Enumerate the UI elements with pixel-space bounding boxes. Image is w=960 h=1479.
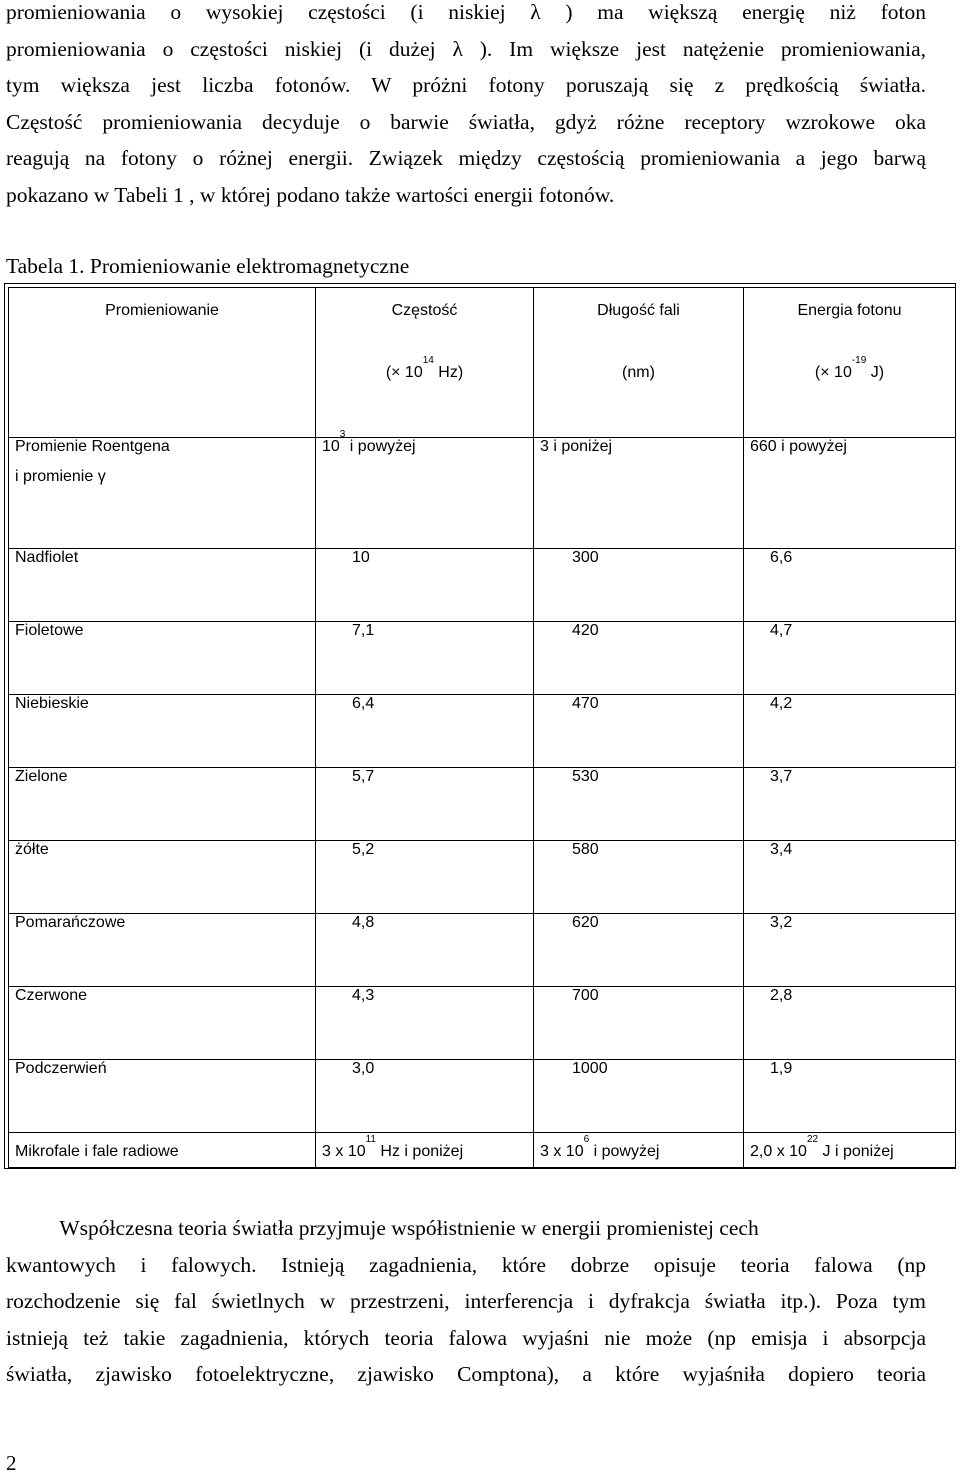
cell-energy: 4,7: [744, 622, 956, 695]
cell-energy: 3,4: [744, 841, 956, 914]
cell-energy: 6,6: [744, 549, 956, 622]
cell-text: 3 x 10: [322, 1143, 366, 1160]
header-radiation: Promieniowanie: [105, 302, 219, 319]
cell-wavelength: 1000: [534, 1060, 744, 1133]
header-cell: [534, 288, 744, 438]
cell-frequency: 7,1: [316, 622, 534, 695]
cell-exponent: 3: [339, 429, 346, 440]
cell-energy: 4,2: [744, 695, 956, 768]
table-row: [9, 914, 956, 987]
cell-frequency: 3,0: [316, 1060, 534, 1133]
unit-exponent: 14: [422, 355, 434, 366]
header-wavelength: Długość fali: [597, 302, 680, 319]
outro-line: Współczesna teoria światła przyjmuje współistnienie w energii promienistej cech: [6, 1216, 759, 1240]
header-energy: Energia fotonu: [797, 302, 902, 319]
unit-text: (× 10: [814, 364, 852, 381]
cell-energy: 3,2: [744, 914, 956, 987]
cell-wavelength: 620: [534, 914, 744, 987]
cell-radiation: Nadfiolet: [9, 549, 316, 622]
cell-radiation: Pomarańczowe: [9, 914, 316, 987]
unit-exponent: -19: [851, 355, 867, 366]
radiation-table: [8, 287, 956, 1168]
table-row: [9, 1133, 956, 1168]
cell-frequency: 4,3: [316, 987, 534, 1060]
intro-line: promieniowania o wysokiej częstości (i niskiej λ ) ma większą energię niż foton: [6, 0, 926, 24]
table-row: [9, 695, 956, 768]
outro-line: kwantowych i falowych. Istnieją zagadnienia, które dobrze opisuje teoria falowa (np: [6, 1252, 926, 1277]
cell-frequency: 10: [316, 549, 534, 622]
cell-frequency: 5,7: [316, 768, 534, 841]
intro-line: tym większa jest liczba fotonów. W próżni fotony poruszają się z prędkością światła.: [6, 73, 926, 98]
page-number: 2: [6, 1451, 17, 1475]
table-row: [9, 1060, 956, 1133]
cell-text: 10: [322, 438, 340, 455]
cell-wavelength: 530: [534, 768, 744, 841]
cell-wavelength: 420: [534, 622, 744, 695]
cell-energy: 660 i powyżej: [744, 438, 956, 549]
cell-wavelength: 700: [534, 987, 744, 1060]
header-cell: [9, 288, 316, 438]
cell-frequency: [316, 1133, 534, 1168]
cell-exponent: 22: [806, 1134, 819, 1145]
unit-text: (× 10: [385, 364, 423, 381]
outro-line: światła, zjawisko fotoelektryczne, zjawisko Comptona), a które wyjaśniła dopiero teoria: [6, 1362, 926, 1387]
cell-wavelength: 580: [534, 841, 744, 914]
cell-text: i promienie γ: [15, 468, 106, 485]
cell-frequency: 4,8: [316, 914, 534, 987]
intro-paragraph: [6, 0, 926, 214]
cell-text: 2,0 x 10: [750, 1143, 807, 1160]
cell-text: i powyżej: [345, 438, 416, 455]
cell-radiation: Mikrofale i fale radiowe: [9, 1133, 316, 1168]
cell-energy: 3,7: [744, 768, 956, 841]
header-cell: [316, 288, 534, 438]
unit-text: Hz): [433, 364, 464, 381]
intro-line: Częstość promieniowania decyduje o barwie światła, gdyż różne receptory wzrokowe oka: [6, 109, 926, 134]
cell-text: Hz i poniżej: [375, 1143, 464, 1160]
cell-wavelength: 300: [534, 549, 744, 622]
cell-radiation: żółte: [9, 841, 316, 914]
cell-radiation: Zielone: [9, 768, 316, 841]
cell-exponent: 11: [365, 1134, 376, 1145]
cell-radiation: Fioletowe: [9, 622, 316, 695]
header-frequency: Częstość: [391, 302, 458, 319]
cell-energy: [744, 1133, 956, 1168]
table-row: [9, 549, 956, 622]
cell-exponent: 6: [583, 1134, 590, 1145]
cell-frequency: 6,4: [316, 695, 534, 768]
table-row: [9, 438, 956, 549]
cell-radiation: [9, 438, 316, 549]
table-row: [9, 622, 956, 695]
cell-text: i powyżej: [589, 1143, 660, 1160]
cell-radiation: Niebieskie: [9, 695, 316, 768]
cell-text: Promienie Roentgena: [15, 438, 170, 455]
cell-frequency: 5,2: [316, 841, 534, 914]
intro-line: promieniowania o częstości niskiej (i dużej λ ). Im większe jest natężenie promieniowania,: [6, 36, 926, 61]
cell-wavelength: [534, 1133, 744, 1168]
table-row: [9, 768, 956, 841]
cell-energy: 1,9: [744, 1060, 956, 1133]
cell-text: J i poniżej: [818, 1143, 894, 1160]
outro-line: istnieją też takie zagadnienia, których teoria falowa wyjaśni nie może (np emisja i absorpcja: [6, 1325, 926, 1350]
intro-line: reagują na fotony o różnej energii. Związek między częstością promieniowania a jego barwą: [6, 146, 926, 171]
table-row: [9, 987, 956, 1060]
unit-text: J): [866, 364, 885, 381]
header-wavelength-unit: (nm): [622, 364, 655, 381]
cell-wavelength: 3 i poniżej: [534, 438, 744, 549]
cell-radiation: Czerwone: [9, 987, 316, 1060]
outro-line: rozchodzenie się fal świetlnych w przestrzeni, interferencja i dyfrakcja światła itp.). Poza tym: [6, 1289, 926, 1314]
table-caption: Tabela 1. Promieniowanie elektromagnetyczne: [6, 254, 410, 278]
cell-energy: 2,8: [744, 987, 956, 1060]
table-frame: [4, 283, 956, 1169]
intro-line: pokazano w Tabeli 1 , w której podano także wartości energii fotonów.: [6, 182, 615, 207]
cell-frequency: [316, 429, 534, 549]
header-cell: [744, 288, 956, 438]
cell-wavelength: 470: [534, 695, 744, 768]
header-energy-unit: [744, 355, 955, 382]
table-header-row: [9, 288, 956, 438]
header-frequency-unit: [316, 355, 533, 382]
cell-text: 3 x 10: [540, 1143, 584, 1160]
table-row: [9, 841, 956, 914]
outro-paragraph: [6, 1210, 926, 1393]
cell-radiation: Podczerwień: [9, 1060, 316, 1133]
